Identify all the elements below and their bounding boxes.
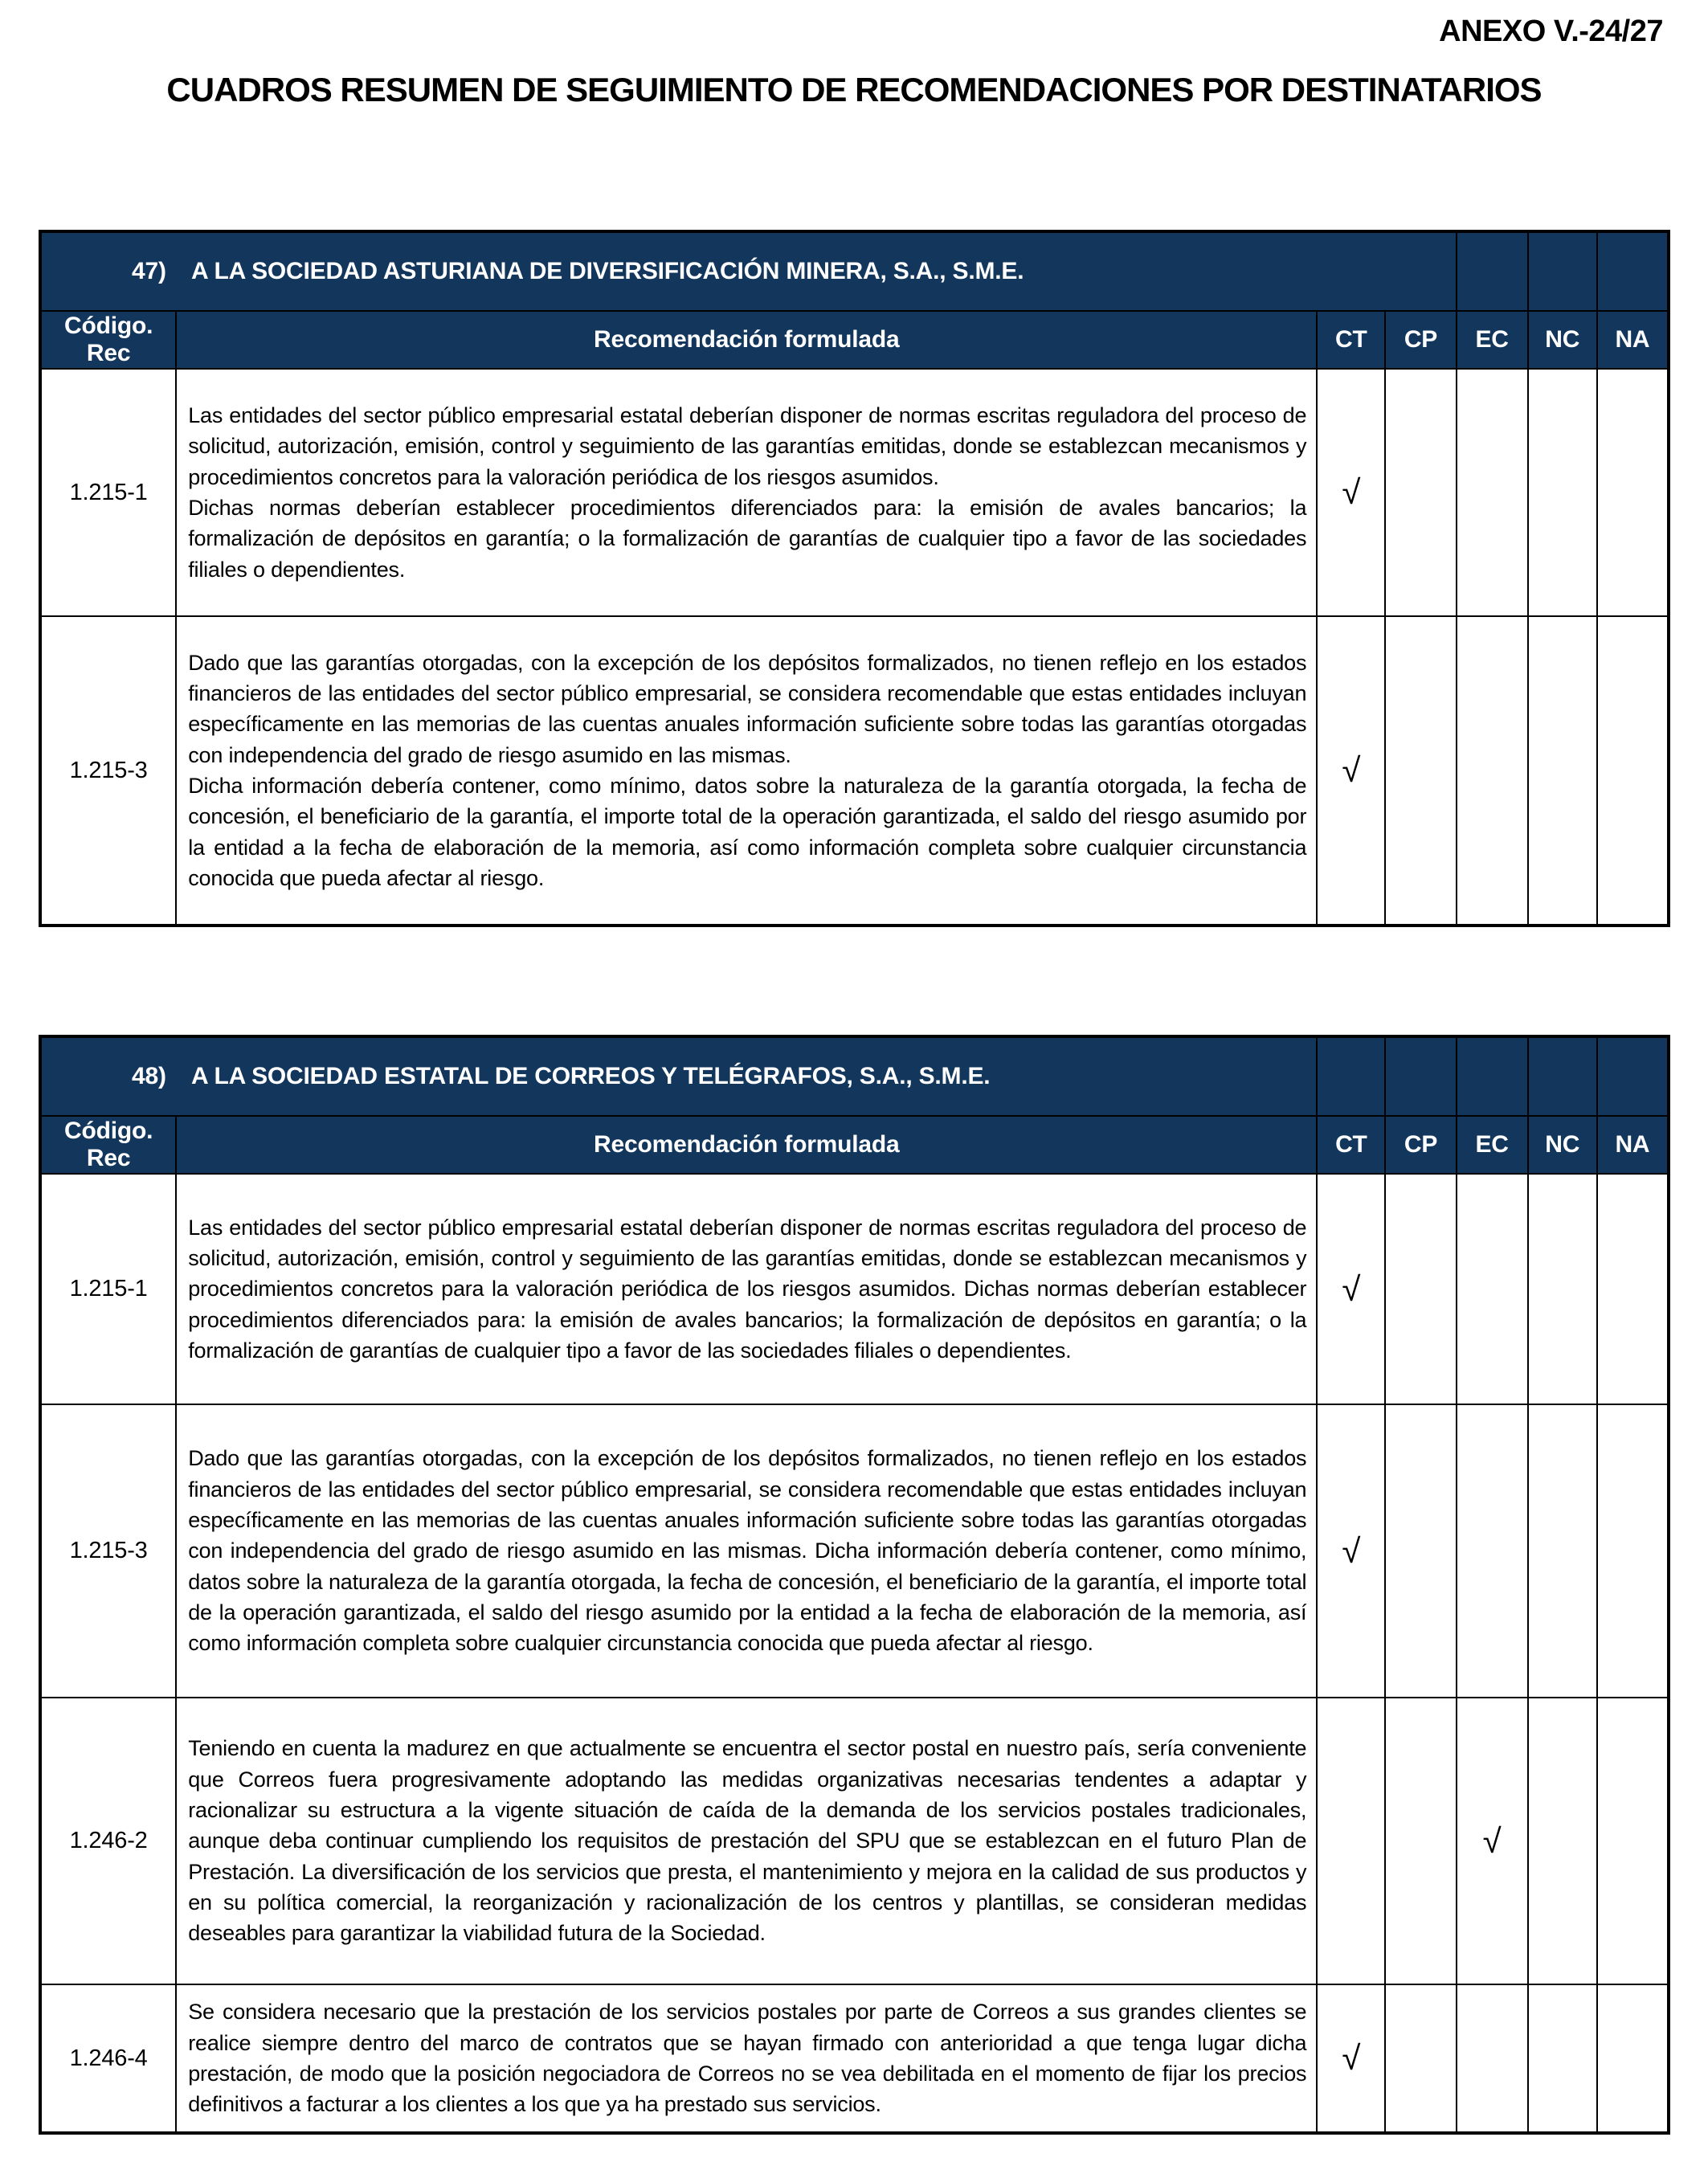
col-header-ct: CT [1317,311,1385,369]
title-spacer-cell [1597,1036,1669,1116]
table-48-container [39,1035,1670,2135]
check-nc [1528,369,1597,616]
recommendation-paragraph: Se considera necesario que la prestación de los servicios postales por parte de Correos a sus grandes clientes se realice siempre dentro del marco de contratos que se hayan firmado con anterioridad a que tenga lugar dicha prestación, de modo que la posición negociadora de Correos no se vea debilitada en el momento de fijar los precios definitivos a facturar a los clientes a los que ya ha prestado sus servicios. [188,2000,1307,2117]
col-header-ec: EC [1457,1116,1528,1174]
check-ct [1317,1698,1385,1984]
table-title-cell [40,231,1457,311]
check-cp [1385,1698,1456,1984]
row-recommendation [176,1404,1317,1698]
annex-label: ANEXO V.-24/27 [1439,14,1663,48]
check-ec: √ [1457,1698,1528,1984]
page-title: CUADROS RESUMEN DE SEGUIMIENTO DE RECOMENDACIONES POR DESTINATARIOS [166,71,1542,108]
check-nc [1528,1984,1597,2133]
row-recommendation [176,369,1317,616]
table-47 [39,230,1670,927]
col-header-na: NA [1597,1116,1669,1174]
check-ec [1457,1404,1528,1698]
table-title: A LA SOCIEDAD ESTATAL DE CORREOS Y TELÉGRAFOS, S.A., S.M.E. [191,1063,991,1089]
row-recommendation [176,1984,1317,2133]
check-ct: √ [1317,616,1385,926]
recommendation-paragraph: Las entidades del sector público empresarial estatal deberían disponer de normas escritas reguladora del proceso de solicitud, autorización, emisión, control y seguimiento de las garantías emitidas, donde se establezcan mecanismos y procedimientos concretos para la valoración periódica de los riesgos asumidos. [188,403,1307,489]
table-48 [39,1035,1670,2135]
title-spacer-cell [1457,231,1528,311]
row-code: 1.215-1 [40,1174,176,1404]
check-ec [1457,616,1528,926]
col-header-codigo-line2: Rec [86,340,131,366]
recommendation-paragraph: Dicha información debería contener, como mínimo, datos sobre la naturaleza de la garantía otorgada, la fecha de concesión, el beneficiario de la garantía, el importe total de la operación garantizada, el saldo del riesgo asumido por la entidad a la fecha de elaboración de la memoria, así como información completa sobre cualquier circunstancia conocida que pueda afectar al riesgo. [188,774,1307,890]
table-47-container [39,230,1670,927]
check-cp [1385,1174,1456,1404]
title-spacer-cell [1385,1036,1456,1116]
check-na [1597,1404,1669,1698]
recommendation-paragraph: Dichas normas deberían establecer procedimientos diferenciados para: la emisión de avales bancarios; la formalización de depósitos en garantía; o la formalización de garantías de cualquier tipo a favor de las sociedades filiales o dependientes. [188,496,1307,582]
check-ct: √ [1317,369,1385,616]
check-na [1597,1984,1669,2133]
check-na [1597,369,1669,616]
check-na [1597,1174,1669,1404]
check-ct: √ [1317,1174,1385,1404]
table-title-cell [40,1036,1317,1116]
check-ct: √ [1317,1404,1385,1698]
col-header-recomendacion: Recomendación formulada [176,1116,1317,1174]
col-header-nc: NC [1528,1116,1597,1174]
title-spacer-cell [1597,231,1669,311]
check-ec [1457,1984,1528,2133]
col-header-nc: NC [1528,311,1597,369]
table-title: A LA SOCIEDAD ASTURIANA DE DIVERSIFICACIÓN MINERA, S.A., S.M.E. [191,258,1024,284]
row-code: 1.215-3 [40,616,176,926]
col-header-cp: CP [1385,311,1456,369]
check-na [1597,1698,1669,1984]
row-recommendation [176,1698,1317,1984]
table-row [40,1984,1669,2133]
title-spacer-cell [1457,1036,1528,1116]
table-number: 48) [132,1063,166,1089]
title-spacer-cell [1528,1036,1597,1116]
check-na [1597,616,1669,926]
check-cp [1385,1984,1456,2133]
col-header-ct: CT [1317,1116,1385,1174]
row-recommendation [176,1174,1317,1404]
col-header-codigo [40,311,176,369]
check-cp [1385,369,1456,616]
check-nc [1528,1404,1597,1698]
title-spacer-cell [1317,1036,1385,1116]
recommendation-paragraph: Dado que las garantías otorgadas, con la excepción de los depósitos formalizados, no tienen reflejo en los estados financieros de las entidades del sector público empresarial, se considera recomendable que estas entidades incluyan específicamente en las memorias de las cuentas anuales información suficiente sobre todas las garantías otorgadas con independencia del grado de riesgo asumido en las mismas. [188,650,1307,767]
check-cp [1385,1404,1456,1698]
col-header-na: NA [1597,311,1669,369]
table-row [40,1698,1669,1984]
check-cp [1385,616,1456,926]
col-header-codigo [40,1116,176,1174]
table-row [40,616,1669,926]
check-nc [1528,1174,1597,1404]
table-number: 47) [132,258,166,284]
table-row [40,1174,1669,1404]
col-header-ec: EC [1457,311,1528,369]
recommendation-paragraph: Dado que las garantías otorgadas, con la excepción de los depósitos formalizados, no tienen reflejo en los estados financieros de las entidades del sector público empresarial, se considera recomendable que estas entidades incluyan específicamente en las memorias de las cuentas anuales información suficiente sobre todas las garantías otorgadas con independencia del grado de riesgo asumido en las mismas. Dicha información debería contener, como mínimo, datos sobre la naturaleza de la garantía otorgada, la fecha de concesión, el beneficiario de la garantía, el importe total de la operación garantizada, el saldo del riesgo asumido por la entidad a la fecha de elaboración de la memoria, así como información completa sobre cualquier circunstancia conocida que pueda afectar al riesgo. [188,1446,1307,1656]
check-ec [1457,369,1528,616]
col-header-codigo-line1: Código. [63,313,153,339]
check-nc [1528,616,1597,926]
row-code: 1.215-1 [40,369,176,616]
table-row [40,369,1669,616]
check-nc [1528,1698,1597,1984]
col-header-codigo-line2: Rec [86,1145,131,1171]
row-recommendation [176,616,1317,926]
check-ec [1457,1174,1528,1404]
check-ct: √ [1317,1984,1385,2133]
col-header-cp: CP [1385,1116,1456,1174]
row-code: 1.215-3 [40,1404,176,1698]
row-code: 1.246-4 [40,1984,176,2133]
recommendation-paragraph: Las entidades del sector público empresarial estatal deberían disponer de normas escritas reguladora del proceso de solicitud, autorización, emisión, control y seguimiento de las garantías emitidas, donde se establezcan mecanismos y procedimientos concretos para la valoración periódica de los riesgos asumidos. Dichas normas deberían establecer procedimientos diferenciados para: la emisión de avales bancarios; la formalización de depósitos en garantía; o la formalización de garantías de cualquier tipo a favor de las sociedades filiales o dependientes. [188,1215,1307,1363]
title-spacer-cell [1528,231,1597,311]
table-row [40,1404,1669,1698]
col-header-codigo-line1: Código. [63,1118,153,1144]
recommendation-paragraph: Teniendo en cuenta la madurez en que actualmente se encuentra el sector postal en nuestro país, sería conveniente que Correos fuera progresivamente adoptando las medidas organizativas necesarias tendentes a adaptar y racionalizar su estructura a la vigente situación de caída de la demanda de los servicios postales tradicionales, aunque deba continuar cumpliendo los requisitos de prestación del SPU que se establezcan en el futuro Plan de Prestación. La diversificación de los servicios que presta, el mantenimiento y mejora en la calidad de sus productos y en su política comercial, la reorganización y racionalización de los centros y plantillas, se consideran medidas deseables para garantizar la viabilidad futura de la Sociedad. [188,1736,1307,1946]
col-header-recomendacion: Recomendación formulada [176,311,1317,369]
row-code: 1.246-2 [40,1698,176,1984]
